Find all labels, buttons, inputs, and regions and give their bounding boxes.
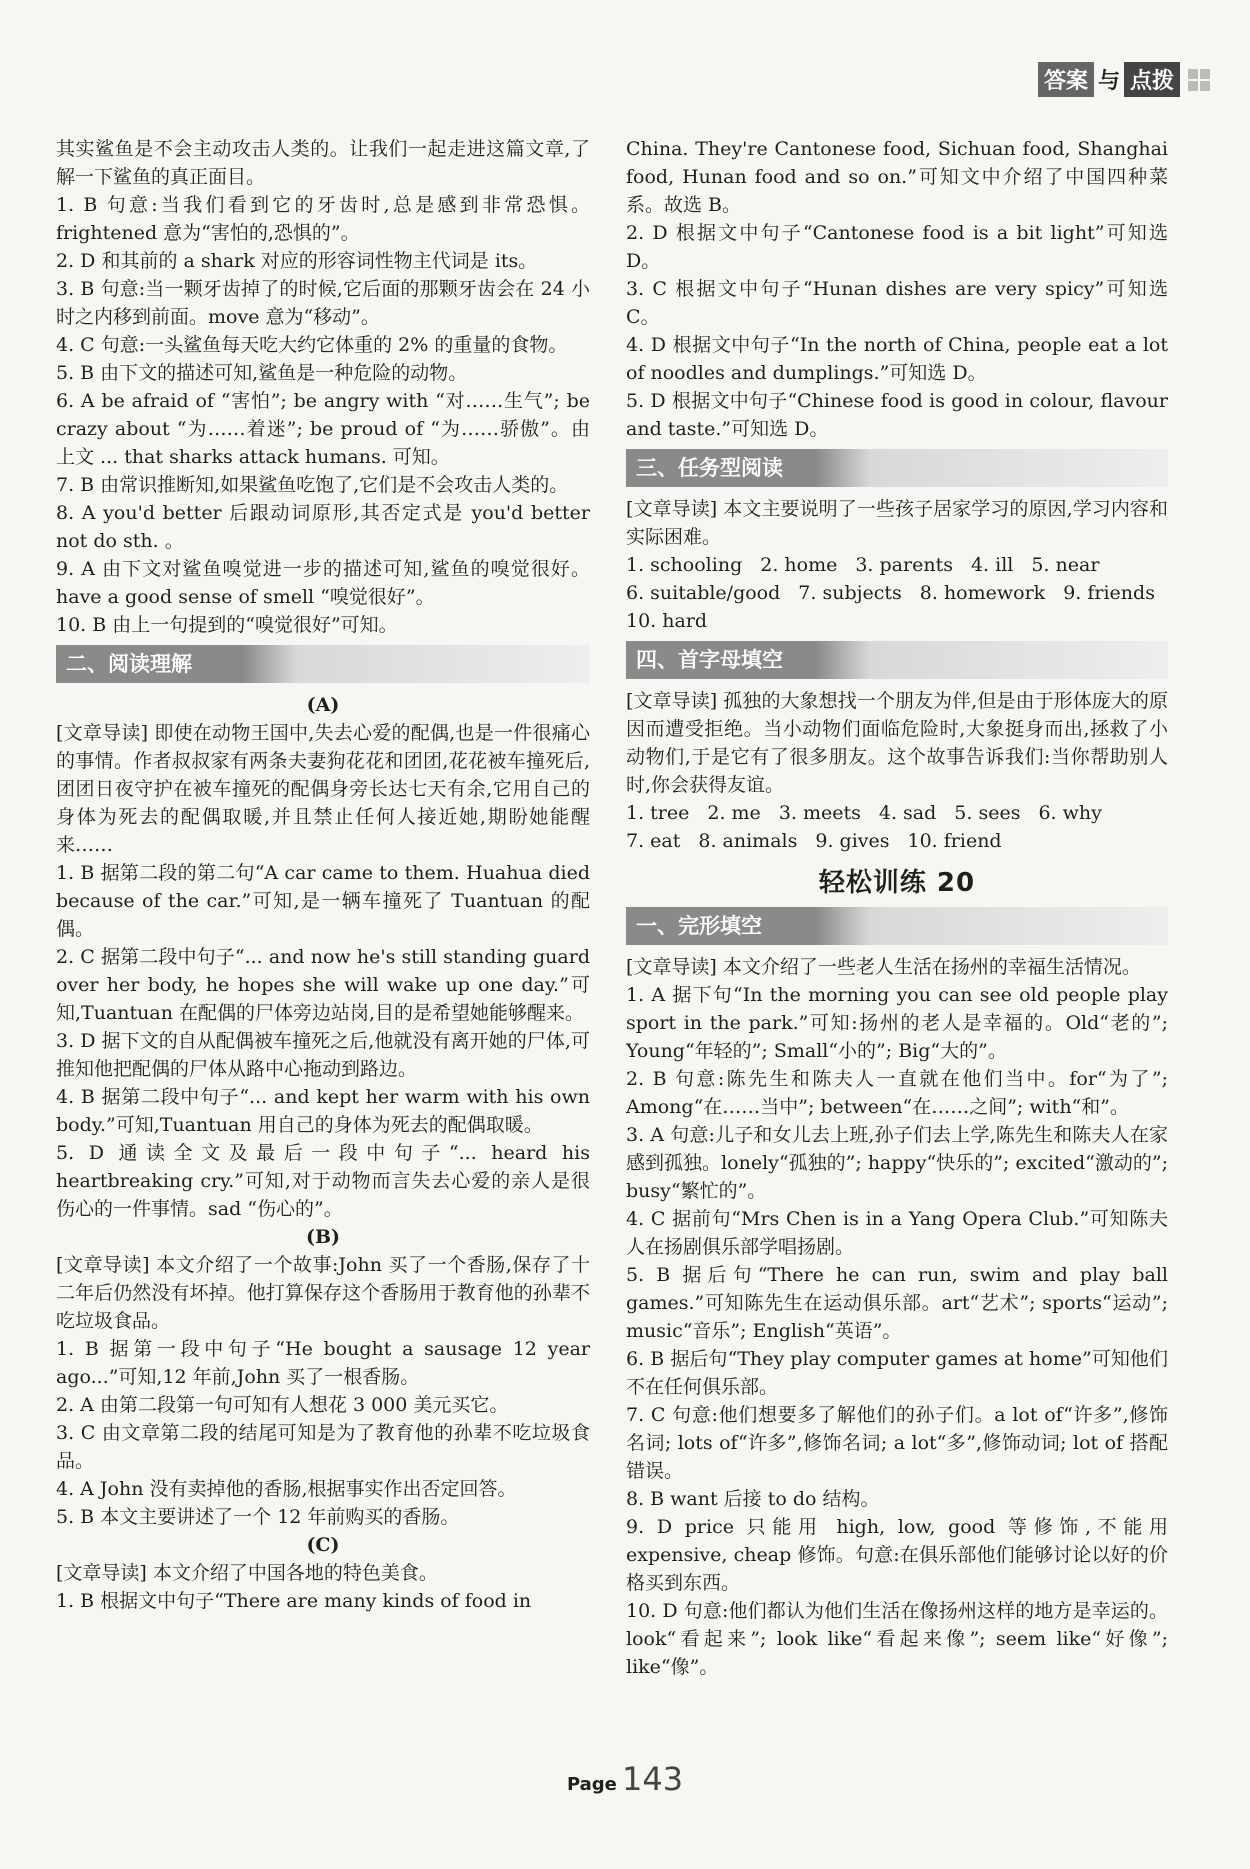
answer-item: 9. gives (815, 830, 890, 852)
list-item: 4. B 据第二段中句子“... and kept her warm with his own body.”可知,Tuantuan 用自己的身体为死去的配偶取暖。 (56, 1086, 590, 1136)
list-item: 1. B 据第一段中句子“He bought a sausage 12 year ago...”可知,12 年前,John 买了一根香肠。 (56, 1338, 590, 1388)
answer-item: 5. near (1031, 554, 1100, 576)
list-item: 2. C 据第二段中句子“... and now he's still standing guard over her body, he hopes she will wake up one day.”可知,Tuantuan 在配偶的尸体旁边站岗,目的是希望她能够醒来。 (56, 946, 590, 1024)
section-header-cloze (626, 907, 1168, 945)
passage-label-a: (A) (306, 694, 340, 716)
list-item: 5. B 本文主要讲述了一个 12 年前购买的香肠。 (56, 1506, 460, 1528)
list-item: 3. C 由文章第二段的结尾可知是为了教育他的孙辈不吃垃圾食品。 (56, 1422, 590, 1472)
list-item: 8. A you'd better 后跟动词原形,其否定式是 you'd better not do sth. 。 (56, 502, 590, 552)
list-item: 9. A 由下文对鲨鱼嗅觉进一步的描述可知,鲨鱼的嗅觉很好。have a good sense of smell “嗅觉很好”。 (56, 558, 590, 608)
answer-item: 10. friend (907, 830, 1002, 852)
page-footer (0, 1760, 1250, 1798)
list-item: 2. D 根据文中句子“Cantonese food is a bit light”可知选 D。 (626, 222, 1168, 272)
section-tag (1038, 62, 1210, 97)
answer-item: 1. schooling (626, 554, 743, 576)
guide-1: [文章导读] 本文介绍了一些老人生活在扬州的幸福生活情况。 (626, 956, 1141, 978)
list-item: 5. D 通读全文及最后一段中句子“... heard his heartbreaking cry.”可知,对于动物而言失去心爱的亲人是很伤心的一件事情。sad “伤心的”。 (56, 1142, 590, 1220)
answer-item: 10. hard (626, 610, 708, 632)
list-item: 1. A 据下句“In the morning you can see old people play sport in the park.”可知:扬州的老人是幸福的。Old“老的”; Young“年轻的”; Small“小的”; Big“大的”。 (626, 984, 1168, 1062)
left-column (56, 135, 590, 1615)
list-item: 10. B 由上一句提到的“嗅觉很好”可知。 (56, 614, 398, 636)
answer-list-part1 (56, 191, 590, 639)
list-item: 1. B 根据文中句子“There are many kinds of food in (56, 1590, 532, 1612)
answer-item: 8. homework (919, 582, 1046, 604)
list-item: 2. B 句意:陈先生和陈夫人一直就在他们当中。for“为了”; Among“在……当中”; between“在……之间”; with“和”。 (626, 1068, 1168, 1118)
right-column (626, 135, 1168, 1681)
intro-text: 其实鲨鱼是不会主动攻击人类的。让我们一起走进这篇文章,了解一下鲨鱼的真正面目。 (56, 138, 590, 188)
list-item: 2. A 由第二段第一句可知有人想花 3 000 美元买它。 (56, 1394, 509, 1416)
list-item: 4. C 句意:一头鲨鱼每天吃大约它体重的 2% 的重量的食物。 (56, 334, 568, 356)
section-header-reading (56, 645, 590, 683)
list-item: 4. A John 没有卖掉他的香肠,根据事实作出否定回答。 (56, 1478, 517, 1500)
list-item: 9. D price 只能用 high, low, good 等修饰,不能用 expensive, cheap 修饰。句意:在俱乐部他们能够讨论以好的价格买到东西。 (626, 1516, 1168, 1594)
list-item: 3. C 根据文中句子“Hunan dishes are very spicy”可知选 C。 (626, 278, 1168, 328)
list-item: 4. C 据前句“Mrs Chen is in a Yang Opera Club.”可知陈夫人在扬剧俱乐部学唱扬剧。 (626, 1208, 1168, 1258)
answer-item: 4. ill (970, 554, 1014, 576)
passage-label-b: (B) (305, 1226, 341, 1248)
list-item: 1. B 据第二段的第二句“A car came to them. Huahua died because of the car.”可知,是一辆车撞死了 Tuantuan 的配偶。 (56, 862, 590, 940)
answer-item: 2. home (760, 554, 838, 576)
answer-item: 7. eat (626, 830, 681, 852)
section-title: 四、首字母填空 (636, 648, 783, 672)
list-item: 2. D 和其前的 a shark 对应的形容词性物主代词是 its。 (56, 250, 538, 272)
answer-item: 9. friends (1063, 582, 1155, 604)
list-item: 8. B want 后接 to do 结构。 (626, 1488, 880, 1510)
section-header-initial-fill (626, 641, 1168, 679)
tag-and: 与 (1097, 69, 1120, 94)
guide-3: [文章导读] 本文主要说明了一些孩子居家学习的原因,学习内容和实际困难。 (626, 498, 1168, 548)
answer-item: 6. suitable/good (626, 582, 781, 604)
list-item: 4. D 根据文中句子“In the north of China, people eat a lot of noodles and dumplings.”可知选 D。 (626, 334, 1168, 384)
tag-hint: 点拨 (1124, 62, 1180, 97)
answer-item: 1. tree (626, 802, 690, 824)
answer-item: 3. meets (778, 802, 861, 824)
list-item: 1. B 句意:当我们看到它的牙齿时,总是感到非常恐惧。frightened 意为“害怕的,恐惧的”。 (56, 194, 590, 244)
decor-squares-icon (1188, 69, 1210, 91)
guide-c: [文章导读] 本文介绍了中国各地的特色美食。 (56, 1562, 438, 1584)
section-title: 一、完形填空 (636, 914, 762, 938)
passage-label-c: (C) (306, 1534, 340, 1556)
list-item: 6. B 据后句“They play computer games at home”可知他们不在任何俱乐部。 (626, 1348, 1168, 1398)
list-item: 5. B 据后句“There he can run, swim and play ball games.”可知陈先生在运动俱乐部。art“艺术”; sports“运动”; music“音乐”; English“英语”。 (626, 1264, 1168, 1342)
guide-b: [文章导读] 本文介绍了一个故事:John 买了一个香肠,保存了十二年后仍然没有坏掉。他打算保存这个香肠用于教育他的孙辈不吃垃圾食品。 (56, 1254, 590, 1332)
answer-item: 6. why (1038, 802, 1102, 824)
answer-item: 4. sad (878, 802, 937, 824)
answer-item: 8. animals (698, 830, 798, 852)
list-item: 7. C 句意:他们想要多了解他们的孙子们。a lot of“许多”,修饰名词; lots of“许多”,修饰名词; a lot“多”,修饰动词; lot of 搭配错误。 (626, 1404, 1168, 1482)
list-item: 3. A 句意:儿子和女儿去上班,孙子们去上学,陈先生和陈夫人在家感到孤独。lonely“孤独的”; happy“快乐的”; excited“激动的”; busy“繁忙的”。 (626, 1124, 1168, 1202)
list-item: 6. A be afraid of “害怕”; be angry with “对……生气”; be crazy about “为……着迷”; be proud of “为……骄傲”。由上文 ... that sharks attack humans. 可知。 (56, 390, 590, 468)
tag-answer: 答案 (1038, 62, 1094, 97)
list-item: China. They're Cantonese food, Sichuan food, Shanghai food, Hunan food and so on.”可知文中介绍了中国四种菜系。故选 B。 (626, 138, 1168, 216)
answer-item: 5. sees (954, 802, 1021, 824)
answer-grid-3 (626, 551, 1168, 635)
section-title: 三、任务型阅读 (636, 456, 783, 480)
page-number: 143 (621, 1760, 684, 1798)
list-item: 5. D 根据文中句子“Chinese food is good in colour, flavour and taste.”可知选 D。 (626, 390, 1168, 440)
page-label: Page (566, 1774, 617, 1795)
guide-4: [文章导读] 孤独的大象想找一个朋友为伴,但是由于形体庞大的原因而遭受拒绝。当小动物们面临危险时,大象挺身而出,拯救了小动物们,于是它有了很多朋友。这个故事告诉我们:当你帮助别人时,你会获得友谊。 (626, 690, 1168, 796)
lesson-title: 轻松训练 20 (818, 868, 976, 898)
section-title: 二、阅读理解 (66, 652, 192, 676)
answer-grid-4 (626, 799, 1168, 855)
guide-a: [文章导读] 即使在动物王国中,失去心爱的配偶,也是一件很痛心的事情。作者叔叔家有两条夫妻狗花花和团团,花花被车撞死后,团团日夜守护在被车撞死的配偶身旁长达七天有余,它用自己的身体为死去的配偶取暖,并且禁止任何人接近她,期盼她能醒来…… (56, 722, 590, 856)
list-item: 5. B 由下文的描述可知,鲨鱼是一种危险的动物。 (56, 362, 468, 384)
answer-item: 7. subjects (798, 582, 902, 604)
list-item: 3. D 据下文的自从配偶被车撞死之后,他就没有离开她的尸体,可推知他把配偶的尸体从路中心拖动到路边。 (56, 1030, 590, 1080)
list-item: 10. D 句意:他们都认为他们生活在像扬州这样的地方是幸运的。look“看起来”; look like“看起来像”; seem like“好像”; like“像”。 (626, 1600, 1168, 1678)
section-header-task-reading (626, 449, 1168, 487)
list-item: 3. B 句意:当一颗牙齿掉了的时候,它后面的那颗牙齿会在 24 小时之内移到前面。move 意为“移动”。 (56, 278, 590, 328)
list-item: 7. B 由常识推断知,如果鲨鱼吃饱了,它们是不会攻击人类的。 (56, 474, 569, 496)
answer-item: 3. parents (855, 554, 953, 576)
answer-item: 2. me (707, 802, 761, 824)
